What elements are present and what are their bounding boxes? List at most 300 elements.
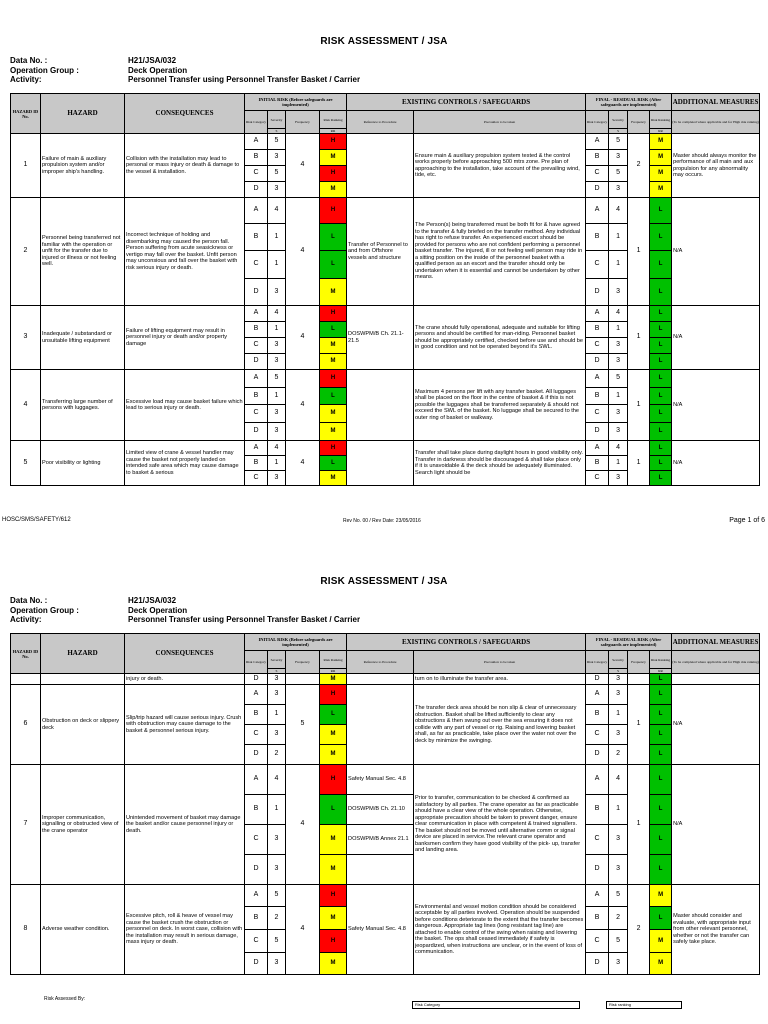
- risk-category: B: [245, 456, 268, 471]
- final-risk-category-header: Risk Category: [586, 111, 609, 134]
- frequency-value: 4: [286, 306, 320, 370]
- precaution-text: turn on to illuminate the transfer area.: [414, 674, 586, 685]
- hazard-id: 3: [11, 306, 41, 370]
- final-risk-ranking-badge: L: [650, 338, 672, 354]
- final-severity-value: 3: [609, 423, 628, 441]
- table-row: [11, 134, 760, 150]
- final-risk-category: A: [586, 370, 609, 388]
- final-severity-value: 1: [609, 795, 628, 825]
- procedure-reference: Safety Manual Sec. 4.8: [347, 765, 414, 795]
- data-no-value: H21/JSA/032: [128, 596, 177, 605]
- precaution-text: Environmental and vessel motion condition should be considered acceptable by all parties involved. Operation should be suspended before conditions deteriorate to the extent that the transfer becomes dangerous. Appropriate tag lines (long resistant tag line) are attached to enable control of the swing when raising and lowering the basket. The ops shall ceased immediately if safety is jeopardized, when instructions are unclear, or in the event of loss of communication.: [414, 885, 586, 975]
- precaution-text: Prior to transfer, communication to be checked & confirmed as satisfactory by all parties. The crane operator as far as practicable should have a clear view of the whole operation. Otherwise, appropriate precaution should be taken to prevent danger, ensure clear communication in place with competent & trained signallers. The basket should not be moved until alternative comm or signal device are placed in service.The relevant crane operator and banksmen confirm they have good visibility of the pick- up, transfer and landing area.: [414, 765, 586, 885]
- risk-category: D: [245, 674, 268, 685]
- final-risk-category: B: [586, 322, 609, 338]
- final-frequency-value: 1: [628, 765, 650, 885]
- final-rr-header: RR: [650, 669, 672, 674]
- precaution-header: Precaution to be taken: [414, 651, 586, 674]
- table-row: [11, 370, 760, 388]
- precaution-text: The crane should fully operational, adequate and suitable for lifting persons and should be certified for man-riding. Personnel basket should be appropriately certified, checked before use and should be in good condition and not be operated beyond it's SWL.: [414, 306, 586, 370]
- risk-category: A: [245, 198, 268, 224]
- severity-value: 2: [268, 745, 286, 765]
- hazard-header: HAZARD: [41, 634, 125, 674]
- final-risk-category: D: [586, 855, 609, 885]
- severity-value: 3: [268, 338, 286, 354]
- final-risk-ranking-badge: L: [650, 685, 672, 705]
- final-risk-ranking-badge: L: [650, 471, 672, 486]
- severity-value: 3: [268, 182, 286, 198]
- document-meta: [10, 56, 360, 85]
- precaution-text: Ensure main & auxiliary propulsion system tested & the control works properly before approaching 500 mtrs zone. Pre plan of approaching to the installation, take account of the prevailing wind, tide, etc.: [414, 134, 586, 198]
- final-severity-value: 4: [609, 441, 628, 456]
- hazard-text: Inadequate / substandard or unsuitable lifting equipment: [41, 306, 125, 370]
- activity-label: Activity:: [10, 615, 42, 624]
- footer-revision: Rev No. 00 / Rev Date: 23/05/2016: [343, 518, 421, 524]
- final-risk-ranking-badge: L: [650, 456, 672, 471]
- initial-risk-header: INITIAL RISK (Before safeguards are implemented): [245, 634, 347, 651]
- final-risk-ranking-header: Risk Ranking: [650, 111, 672, 129]
- final-risk-category: B: [586, 456, 609, 471]
- risk-ranking-badge: H: [320, 166, 347, 182]
- precaution-text: Transfer shall take place during daylight hours in good visibility only. Transfer in darkness should be discouraged & shall take place only if it is unavoidable & the deck should be adequately illuminated. Search light should be: [414, 441, 586, 486]
- severity-value: 2: [268, 907, 286, 930]
- final-risk-category: D: [586, 674, 609, 685]
- risk-ranking-badge: M: [320, 423, 347, 441]
- final-s-header: S: [609, 669, 628, 674]
- risk-category-legend: Risk Category: [412, 1001, 580, 1009]
- frequency-value: 4: [286, 134, 320, 198]
- final-severity-value: 5: [609, 166, 628, 182]
- hazard-id: 6: [11, 685, 41, 765]
- final-severity-value: 3: [609, 674, 628, 685]
- final-rr-header: RR: [650, 129, 672, 134]
- procedure-reference: [347, 674, 414, 685]
- table-row: [11, 198, 760, 224]
- final-risk-header: FINAL - RESIDUAL RISK (After safeguards are implemented): [586, 94, 672, 111]
- hazard-id: 4: [11, 370, 41, 441]
- final-risk-ranking-badge: M: [650, 166, 672, 182]
- severity-value: 3: [268, 471, 286, 486]
- page-title: RISK ASSESSMENT / JSA: [320, 576, 448, 587]
- procedure-reference: DOSWPM/B Annex 21.1: [347, 825, 414, 855]
- final-risk-category: C: [586, 930, 609, 953]
- final-risk-category: B: [586, 224, 609, 251]
- risk-category: A: [245, 685, 268, 705]
- additional-measures-text: [672, 674, 760, 685]
- final-severity-header: Severity: [609, 111, 628, 129]
- final-risk-category: D: [586, 953, 609, 975]
- final-risk-ranking-badge: L: [650, 705, 672, 725]
- final-risk-category: D: [586, 182, 609, 198]
- op-group-value: Deck Operation: [128, 65, 188, 75]
- frequency-value: [286, 674, 320, 685]
- final-risk-category: A: [586, 885, 609, 907]
- final-severity-value: 1: [609, 251, 628, 279]
- final-risk-ranking-badge: L: [650, 306, 672, 322]
- risk-category: A: [245, 134, 268, 150]
- final-risk-category: A: [586, 685, 609, 705]
- document-meta: [10, 596, 360, 625]
- severity-value: 3: [268, 725, 286, 745]
- risk-ranking-badge: M: [320, 338, 347, 354]
- final-severity-value: 5: [609, 930, 628, 953]
- final-severity-value: 3: [609, 725, 628, 745]
- hazard-id: 5: [11, 441, 41, 486]
- page-title: RISK ASSESSMENT / JSA: [320, 36, 448, 47]
- risk-ranking-header: Risk Ranking: [320, 111, 347, 129]
- initial-risk-header: INITIAL RISK (Before safeguards are implemented): [245, 94, 347, 111]
- severity-value: 1: [268, 224, 286, 251]
- final-risk-category: B: [586, 388, 609, 405]
- severity-value: 1: [268, 456, 286, 471]
- final-risk-ranking-badge: L: [650, 354, 672, 370]
- risk-ranking-badge: H: [320, 198, 347, 224]
- consequence-text: Incorrect technique of holding and disembarking may caused the person fall. Person suffering from acute seasickness or vertigo may fall over the basket. Unfit person may unconsious and fall over the basket with risk serious injury or death.: [125, 198, 245, 306]
- risk-ranking-badge: L: [320, 251, 347, 279]
- severity-value: 3: [268, 855, 286, 885]
- final-risk-category: B: [586, 795, 609, 825]
- final-severity-value: 5: [609, 885, 628, 907]
- final-risk-ranking-badge: L: [650, 405, 672, 423]
- final-severity-value: 3: [609, 685, 628, 705]
- final-severity-value: 1: [609, 224, 628, 251]
- final-risk-category-header: Risk Category: [586, 651, 609, 674]
- risk-category: C: [245, 166, 268, 182]
- risk-ranking-badge: M: [320, 182, 347, 198]
- frequency-header: Frequency: [286, 111, 320, 134]
- final-severity-header: Severity: [609, 651, 628, 669]
- page-gap: [0, 538, 768, 568]
- final-severity-value: 3: [609, 182, 628, 198]
- severity-value: 1: [268, 705, 286, 725]
- final-risk-category: A: [586, 134, 609, 150]
- risk-category: D: [245, 182, 268, 198]
- risk-ranking-badge: M: [320, 725, 347, 745]
- risk-ranking-badge: M: [320, 745, 347, 765]
- s-header: S: [268, 129, 286, 134]
- severity-value: 4: [268, 198, 286, 224]
- final-risk-ranking-badge: M: [650, 953, 672, 975]
- final-severity-value: 3: [609, 855, 628, 885]
- final-severity-value: 2: [609, 907, 628, 930]
- final-severity-value: 1: [609, 456, 628, 471]
- risk-category: B: [245, 224, 268, 251]
- existing-controls-header: EXISTING CONTROLS / SAFEGUARDS: [347, 94, 586, 111]
- additional-measures-text: N/A: [672, 685, 760, 765]
- final-risk-category: A: [586, 441, 609, 456]
- severity-value: 3: [268, 150, 286, 166]
- activity-value: Personnel Transfer using Personnel Transfer Basket / Carrier: [128, 75, 361, 84]
- table-row: [11, 441, 760, 456]
- severity-value: 3: [268, 953, 286, 975]
- risk-category: B: [245, 322, 268, 338]
- final-frequency-value: 2: [628, 885, 650, 975]
- additional-note-header: (To be completed where applicable and for High risk ranking): [672, 111, 760, 134]
- consequence-text: Limited view of crane & vessel handler may cause the basket not properly landed on intended safe area which may cause damage to basket & serious: [125, 441, 245, 486]
- risk-ranking-legend: Risk ranking: [606, 1001, 682, 1009]
- severity-value: 3: [268, 405, 286, 423]
- final-frequency-value: 2: [628, 134, 650, 198]
- rr-header: RR: [320, 669, 347, 674]
- final-risk-ranking-badge: M: [650, 134, 672, 150]
- final-frequency-value: 1: [628, 685, 650, 765]
- final-risk-ranking-badge: L: [650, 907, 672, 930]
- additional-measures-text: N/A: [672, 441, 760, 486]
- final-risk-category: D: [586, 423, 609, 441]
- severity-value: 5: [268, 370, 286, 388]
- risk-ranking-badge: H: [320, 441, 347, 456]
- additional-measures-text: N/A: [672, 765, 760, 885]
- risk-ranking-badge: L: [320, 224, 347, 251]
- risk-ranking-badge: L: [320, 795, 347, 825]
- frequency-value: 4: [286, 198, 320, 306]
- risk-ranking-badge: M: [320, 825, 347, 855]
- final-severity-value: 5: [609, 134, 628, 150]
- hazard-text: Personnel being transferred not familiar with the operation or unfit for the transfer due to injured or illness or not feeling well.: [41, 198, 125, 306]
- hazard-id-header: HAZARD ID No.: [11, 634, 41, 674]
- reference-header: Reference to Procedure: [347, 111, 414, 134]
- risk-ranking-badge: M: [320, 471, 347, 486]
- final-risk-ranking-badge: L: [650, 855, 672, 885]
- final-risk-category: C: [586, 338, 609, 354]
- op-group-label: Operation Group :: [10, 65, 79, 75]
- risk-ranking-badge: M: [320, 855, 347, 885]
- risk-category: B: [245, 388, 268, 405]
- frequency-header: Frequency: [286, 651, 320, 674]
- severity-value: 1: [268, 322, 286, 338]
- risk-category: A: [245, 370, 268, 388]
- risk-ranking-badge: H: [320, 885, 347, 907]
- risk-category: A: [245, 306, 268, 322]
- footer-page-number: Page 1 of 6: [729, 517, 765, 524]
- final-risk-ranking-badge: L: [650, 279, 672, 306]
- risk-category: A: [245, 765, 268, 795]
- op-group-value: Deck Operation: [128, 605, 188, 615]
- additional-measures-text: N/A: [672, 306, 760, 370]
- severity-value: 3: [268, 685, 286, 705]
- frequency-value: 4: [286, 765, 320, 885]
- precaution-header: Precaution to be taken: [414, 111, 586, 134]
- risk-assessed-by-label: Risk Assessed By:: [44, 996, 86, 1002]
- risk-category: C: [245, 251, 268, 279]
- risk-category: B: [245, 907, 268, 930]
- final-severity-value: 3: [609, 279, 628, 306]
- final-risk-ranking-badge: L: [650, 795, 672, 825]
- final-risk-category: D: [586, 745, 609, 765]
- final-severity-value: 3: [609, 405, 628, 423]
- hazard-id-header: HAZARD ID No.: [11, 94, 41, 134]
- additional-note-header: (To be completed where applicable and for High risk ranking): [672, 651, 760, 674]
- severity-value: 4: [268, 441, 286, 456]
- final-severity-value: 3: [609, 338, 628, 354]
- risk-category: A: [245, 441, 268, 456]
- hazard-text: Transferring large number of persons with luggages.: [41, 370, 125, 441]
- risk-category: C: [245, 825, 268, 855]
- table-row: [11, 885, 760, 907]
- hazard-text: Failure of main & auxiliary propulsion system and/or improper ship's handling.: [41, 134, 125, 198]
- table-row: [11, 685, 760, 705]
- final-severity-value: 3: [609, 953, 628, 975]
- final-severity-value: 1: [609, 705, 628, 725]
- reference-header: Reference to Procedure: [347, 651, 414, 674]
- final-risk-category: C: [586, 471, 609, 486]
- risk-category: C: [245, 725, 268, 745]
- final-risk-category: D: [586, 354, 609, 370]
- hazard-text: Improper communication, signalling or obstructed view of the crane operator: [41, 765, 125, 885]
- footer-doc-code: HOSC/SMS/SAFETY/612: [2, 517, 71, 523]
- final-risk-category: D: [586, 279, 609, 306]
- precaution-text: The Person(s) being transferred must be both fit for & have agreed to the transfer & fully briefed on the transfer method. Any individual has right to refuse transfer. An experienced escort should be provided for persons who are not confident performing a personnel basket transfer. The injured, ill or not feeling well person may ride in a sitting position on the inside of the personnel basket with a qualified person as an escort and the transfer should only be undertaken when it is essential and cannot be undertaken by other means.: [414, 198, 586, 306]
- final-risk-ranking-badge: M: [650, 182, 672, 198]
- frequency-value: 4: [286, 441, 320, 486]
- hazard-text: Adverse weather condition.: [41, 885, 125, 975]
- severity-value: 3: [268, 279, 286, 306]
- consequences-header: CONSEQUENCES: [125, 634, 245, 674]
- risk-category-header: Risk Category: [245, 111, 268, 134]
- severity-value: 5: [268, 885, 286, 907]
- final-risk-header: FINAL - RESIDUAL RISK (After safeguards are implemented): [586, 634, 672, 651]
- procedure-reference: [347, 685, 414, 765]
- consequence-text: injury or death.: [125, 674, 245, 685]
- final-frequency-value: 1: [628, 441, 650, 486]
- risk-category: C: [245, 338, 268, 354]
- final-risk-ranking-header: Risk Ranking: [650, 651, 672, 669]
- severity-value: 1: [268, 251, 286, 279]
- final-risk-ranking-badge: L: [650, 388, 672, 405]
- data-no-label: Data No. :: [10, 596, 48, 605]
- severity-value: 5: [268, 166, 286, 182]
- final-risk-category: C: [586, 405, 609, 423]
- hazard-id: 1: [11, 134, 41, 198]
- severity-value: 5: [268, 930, 286, 953]
- hazard-text: Poor visibility or lighting: [41, 441, 125, 486]
- activity-value: Personnel Transfer using Personnel Transfer Basket / Carrier: [128, 615, 361, 624]
- hazard-id: [11, 674, 41, 685]
- final-risk-category: C: [586, 251, 609, 279]
- final-severity-value: 3: [609, 471, 628, 486]
- final-risk-category: A: [586, 765, 609, 795]
- consequence-text: Excessive load may cause basket failure which lead to serious injury or death.: [125, 370, 245, 441]
- final-risk-ranking-badge: L: [650, 745, 672, 765]
- rr-header: RR: [320, 129, 347, 134]
- final-severity-value: 1: [609, 322, 628, 338]
- hazard-header: HAZARD: [41, 94, 125, 134]
- severity-value: 1: [268, 795, 286, 825]
- final-s-header: S: [609, 129, 628, 134]
- final-severity-value: 2: [609, 745, 628, 765]
- risk-ranking-badge: H: [320, 765, 347, 795]
- final-risk-category: A: [586, 306, 609, 322]
- final-risk-ranking-badge: L: [650, 370, 672, 388]
- final-risk-ranking-badge: L: [650, 725, 672, 745]
- risk-ranking-badge: H: [320, 685, 347, 705]
- additional-measures-text: Master should consider and evaluate, with appropriate input from other relevant personnel, whether or not the transfer can safely take place.: [672, 885, 760, 975]
- final-severity-value: 1: [609, 388, 628, 405]
- final-frequency-value: [628, 674, 650, 685]
- risk-ranking-badge: H: [320, 134, 347, 150]
- final-frequency-header: Frequency: [628, 111, 650, 134]
- severity-header: Severity: [268, 651, 286, 669]
- risk-category: C: [245, 405, 268, 423]
- final-risk-category: A: [586, 198, 609, 224]
- final-risk-category: C: [586, 725, 609, 745]
- severity-value: 3: [268, 674, 286, 685]
- final-risk-ranking-badge: L: [650, 441, 672, 456]
- final-frequency-header: Frequency: [628, 651, 650, 674]
- hazard-text: [41, 674, 125, 685]
- risk-ranking-badge: H: [320, 306, 347, 322]
- severity-value: 3: [268, 825, 286, 855]
- additional-measures-text: N/A: [672, 370, 760, 441]
- risk-category: B: [245, 150, 268, 166]
- final-risk-category: B: [586, 907, 609, 930]
- precaution-text: Maximum 4 persons per lift with any transfer basket. All luggages shall be placed on the floor in the centre of basket & if this is not possible the luggages shall be transferred separately & should not exceed the SWL of the basket. No luggage shall be secured to the outer ring of basket or walkway.: [414, 370, 586, 441]
- final-severity-value: 4: [609, 306, 628, 322]
- table-row: [11, 674, 760, 685]
- risk-ranking-badge: L: [320, 388, 347, 405]
- final-risk-ranking-badge: M: [650, 885, 672, 907]
- table-row: [11, 765, 760, 795]
- consequence-text: Excessive pitch, roll & heave of vessel may cause the basket crush the obstruction or personnel on deck. In worst case, collision with the installation may result in serious damage, mass injury or death.: [125, 885, 245, 975]
- consequences-header: CONSEQUENCES: [125, 94, 245, 134]
- data-no-label: Data No. :: [10, 56, 48, 65]
- severity-header: Severity: [268, 111, 286, 129]
- procedure-reference: Safety Manual Sec. 4.8: [347, 885, 414, 975]
- additional-measures-text: N/A: [672, 198, 760, 306]
- final-risk-ranking-badge: L: [650, 251, 672, 279]
- s-header: S: [268, 669, 286, 674]
- risk-ranking-badge: L: [320, 322, 347, 338]
- additional-measures-header: ADDITIONAL MEASURES: [672, 634, 760, 651]
- severity-value: 5: [268, 134, 286, 150]
- risk-category: D: [245, 855, 268, 885]
- frequency-value: 4: [286, 885, 320, 975]
- additional-measures-text: Master should always monitor the performance of all main and aux propulsion for any abnormality may occurs.: [672, 134, 760, 198]
- risk-category-header: Risk Category: [245, 651, 268, 674]
- final-risk-ranking-badge: L: [650, 224, 672, 251]
- final-risk-category: B: [586, 705, 609, 725]
- risk-ranking-badge: M: [320, 279, 347, 306]
- final-severity-value: 3: [609, 354, 628, 370]
- risk-ranking-badge: M: [320, 150, 347, 166]
- risk-ranking-badge: M: [320, 953, 347, 975]
- risk-ranking-badge: M: [320, 674, 347, 685]
- final-risk-ranking-badge: L: [650, 765, 672, 795]
- precaution-text: The transfer deck area should be non slip & clear of unnecessary obstruction. Basket shall be lifted sufficiently to clear any obstructions & then swung out over the sea ensuring it does not collide with any part of vessel or rig. Raising and lowering basket shall, as far as practicable, take place over the water not over the deck by minimize the swinging.: [414, 685, 586, 765]
- risk-ranking-badge: H: [320, 370, 347, 388]
- final-risk-ranking-badge: L: [650, 825, 672, 855]
- severity-value: 4: [268, 765, 286, 795]
- risk-category: B: [245, 795, 268, 825]
- risk-table: [10, 93, 760, 486]
- risk-category: B: [245, 705, 268, 725]
- final-risk-ranking-badge: L: [650, 423, 672, 441]
- consequence-text: Collision with the installation may lead to personal or mass injury or death & damage to the vessel & installation.: [125, 134, 245, 198]
- risk-category: A: [245, 885, 268, 907]
- procedure-reference: DOSWPM/B Ch. 21.10: [347, 795, 414, 825]
- consequence-text: Failure of lifting equipment may result in personnel injury or death and/or property damage: [125, 306, 245, 370]
- final-risk-ranking-badge: L: [650, 674, 672, 685]
- final-risk-category: C: [586, 166, 609, 182]
- risk-table: [10, 633, 760, 975]
- final-frequency-value: 1: [628, 370, 650, 441]
- procedure-reference: [347, 370, 414, 441]
- frequency-value: 5: [286, 685, 320, 765]
- hazard-text: Obstruction on deck or slippery deck: [41, 685, 125, 765]
- procedure-reference: DOSWPM/B Ch. 21.1-21.5: [347, 306, 414, 370]
- data-no-value: H21/JSA/032: [128, 56, 177, 65]
- activity-label: Activity:: [10, 75, 42, 84]
